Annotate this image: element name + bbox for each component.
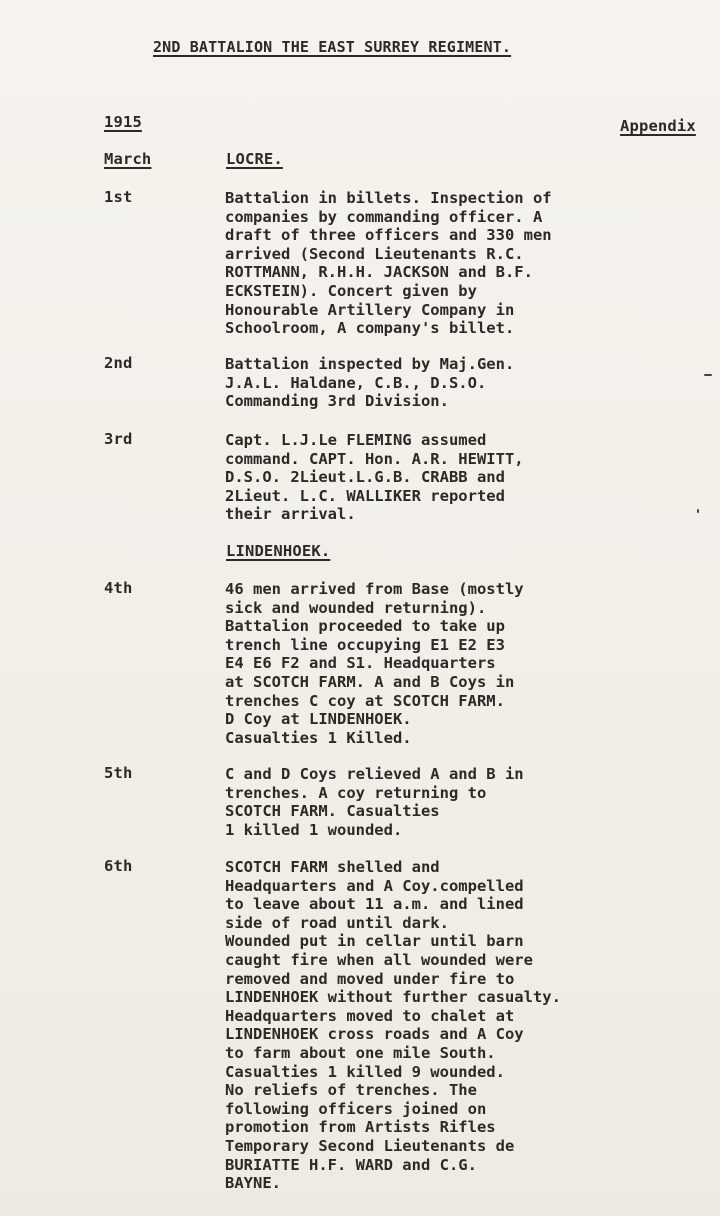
entry-line: ECKSTEIN). Concert given by <box>225 281 477 300</box>
stray-mark <box>697 509 699 513</box>
stray-mark <box>704 374 712 376</box>
entry-line: arrived (Second Lieutenants R.C. <box>225 244 524 263</box>
location-heading-locre: LOCRE. <box>226 150 283 168</box>
entry-line: Headquarters and A Coy.compelled <box>225 876 524 895</box>
day-label-3rd: 3rd <box>104 430 133 448</box>
entry-line: trench line occupying E1 E2 E3 <box>225 635 505 654</box>
appendix-label: Appendix <box>620 117 696 135</box>
entry-line: companies by commanding officer. A <box>225 207 543 226</box>
entry-line: LINDENHOEK cross roads and A Coy <box>225 1025 524 1044</box>
month-heading: March <box>104 150 152 168</box>
diary-entry-1st <box>225 189 552 338</box>
entry-line: following officers joined on <box>225 1099 487 1118</box>
entry-line: No reliefs of trenches. The <box>225 1081 477 1100</box>
entry-line: Schoolroom, A company's billet. <box>225 319 515 338</box>
entry-line: trenches. A coy returning to <box>225 783 487 802</box>
entry-line: removed and moved under fire to <box>225 969 515 988</box>
entry-line: 2Lieut. L.C. WALLIKER reported <box>225 486 505 505</box>
entry-line: Battalion inspected by Maj.Gen. <box>225 355 515 373</box>
diary-entry-5th <box>225 765 524 839</box>
entry-line: D Coy at LINDENHOEK. <box>225 710 412 729</box>
diary-entry-4th <box>225 580 524 747</box>
entry-line: SCOTCH FARM. Casualties <box>225 802 440 821</box>
entry-line: Honourable Artillery Company in <box>225 300 515 319</box>
entry-line: Battalion proceeded to take up <box>225 617 505 636</box>
entry-line: command. CAPT. Hon. A.R. HEWITT, <box>225 449 524 468</box>
entry-line: ROTTMANN, R.H.H. JACKSON and B.F. <box>225 263 533 282</box>
entry-line: Casualties 1 Killed. <box>225 728 412 747</box>
day-label-5th: 5th <box>104 764 133 782</box>
day-label-4th: 4th <box>104 579 133 597</box>
entry-line: C and D Coys relieved A and B in <box>225 765 524 783</box>
entry-line: LINDENHOEK without further casualty. <box>225 988 561 1007</box>
day-label-1st: 1st <box>104 188 133 206</box>
entry-line: draft of three officers and 330 men <box>225 226 552 245</box>
entry-line: D.S.O. 2Lieut.L.G.B. CRABB and <box>225 468 505 487</box>
entry-line: E4 E6 F2 and S1. Headquarters <box>225 654 496 673</box>
entry-line: 1 killed 1 wounded. <box>225 820 403 839</box>
entry-line: Wounded put in cellar until barn <box>225 932 524 951</box>
page-title: 2ND BATTALION THE EAST SURREY REGIMENT. <box>153 38 512 56</box>
entry-line: J.A.L. Haldane, C.B., D.S.O. <box>225 373 487 392</box>
day-label-2nd: 2nd <box>104 354 133 372</box>
entry-line: to farm about one mile South. <box>225 1043 496 1062</box>
entry-line: trenches C coy at SCOTCH FARM. <box>225 691 505 710</box>
day-label-6th: 6th <box>104 857 133 875</box>
entry-line: Capt. L.J.Le FLEMING assumed <box>225 431 487 449</box>
diary-entry-2nd <box>225 355 514 411</box>
entry-line: to leave about 11 a.m. and lined <box>225 895 524 914</box>
entry-line: sick and wounded returning). <box>225 598 487 617</box>
entry-line: BAYNE. <box>225 1174 281 1193</box>
entry-line: caught fire when all wounded were <box>225 950 533 969</box>
entry-line: Commanding 3rd Division. <box>225 392 449 411</box>
entry-line: their arrival. <box>225 505 356 524</box>
entry-line: Temporary Second Lieutenants de <box>225 1136 515 1155</box>
entry-line: side of road until dark. <box>225 913 449 932</box>
entry-line: SCOTCH FARM shelled and <box>225 858 440 876</box>
diary-entry-3rd <box>225 431 524 524</box>
entry-line: Battalion in billets. Inspection of <box>225 189 552 207</box>
entry-line: at SCOTCH FARM. A and B Coys in <box>225 672 515 691</box>
location-heading-lindenhoek: LINDENHOEK. <box>226 542 331 560</box>
entry-line: Casualties 1 killed 9 wounded. <box>225 1062 505 1081</box>
entry-line: Headquarters moved to chalet at <box>225 1006 515 1025</box>
diary-entry-6th <box>225 858 561 1193</box>
entry-line: 46 men arrived from Base (mostly <box>225 580 524 598</box>
year-heading: 1915 <box>104 113 142 131</box>
entry-line: promotion from Artists Rifles <box>225 1118 496 1137</box>
entry-line: BURIATTE H.F. WARD and C.G. <box>225 1155 477 1174</box>
